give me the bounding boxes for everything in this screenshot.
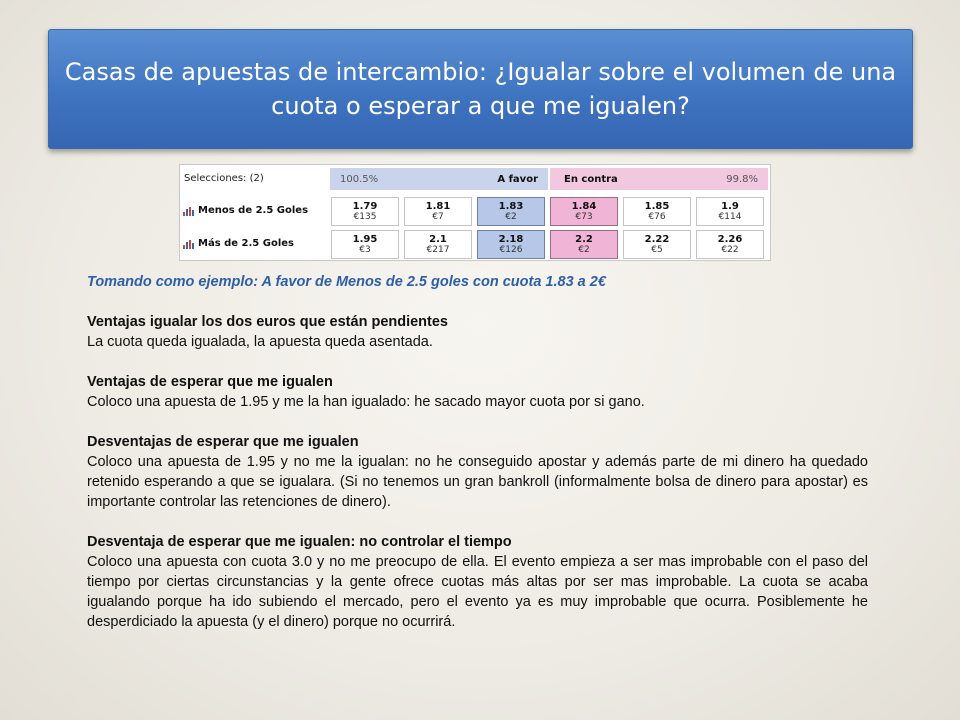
odds-amount: €5 [651, 245, 663, 255]
odds-amount: €2 [578, 245, 590, 255]
section-heading: Desventaja de esperar que me igualen: no controlar el tiempo [87, 534, 512, 550]
lay-label: En contra [564, 174, 618, 185]
back-odds-cell[interactable] [331, 230, 399, 259]
runner-label: Menos de 2.5 Goles [198, 205, 309, 216]
runner-label: Más de 2.5 Goles [198, 238, 294, 249]
lay-odds-cell[interactable] [623, 230, 691, 259]
back-label: A favor [497, 174, 538, 185]
example-text: Tomando como ejemplo: A favor de Menos de 2.5 goles con cuota 1.83 a 2€ [87, 274, 606, 290]
section-heading: Ventajas igualar los dos euros que están pendientes [87, 314, 448, 330]
runner-name-under[interactable] [183, 205, 308, 216]
lay-percentage: 99.8% [726, 174, 758, 185]
slide-title: Casas de apuestas de intercambio: ¿Igualar sobre el volumen de una cuota o esperar a que me igualen? [64, 58, 897, 120]
back-odds-cell[interactable] [404, 197, 472, 226]
odds-amount: €22 [721, 245, 739, 255]
odds-amount: €2 [505, 212, 517, 222]
chart-icon [183, 206, 194, 216]
odds-price: 1.84 [571, 201, 597, 212]
odds-price: 2.26 [717, 234, 743, 245]
odds-price: 1.85 [644, 201, 670, 212]
back-percentage: 100.5% [340, 174, 379, 185]
best-lay-odds-cell[interactable] [550, 230, 618, 259]
section-advantages-wait [87, 372, 868, 412]
odds-header [180, 165, 770, 192]
odds-amount: €7 [432, 212, 444, 222]
section-body: Coloco una apuesta con cuota 3.0 y no me preocupo de ella. El evento empieza a ser mas improbable con el paso del tiempo por ciertas circunstancias y la gente ofrece cuotas más altas por ser mas improbable. La cuota se acaba igualando porque ha ido subiendo el mercado, pero el evento ya es muy improbable que ocurra. Posiblemente he desperdiciado la apuesta (y el dinero) porque no ocurrirá. [87, 554, 868, 630]
best-back-odds-cell[interactable] [477, 230, 545, 259]
odds-amount: €126 [499, 245, 523, 255]
section-body: Coloco una apuesta de 1.95 y me la han igualado: he sacado mayor cuota por si gano. [87, 394, 645, 410]
odds-price: 2.1 [429, 234, 447, 245]
lay-header [550, 168, 768, 190]
slide-title-box [48, 29, 913, 149]
odds-price: 1.9 [721, 201, 739, 212]
odds-price: 1.83 [498, 201, 524, 212]
section-body: Coloco una apuesta de 1.95 y no me la igualan: no he conseguido apostar y además parte de mi dinero ha quedado retenido esperando a que se igualara. (Si no tenemos un gran bankroll (informalmente bolsa de dinero para apostar) es importante controlar las retenciones de dinero). [87, 454, 868, 510]
betting-exchange-panel [179, 164, 771, 261]
odds-price: 1.79 [352, 201, 378, 212]
section-heading: Ventajas de esperar que me igualen [87, 374, 333, 390]
chart-icon [183, 239, 194, 249]
runner-row [180, 228, 770, 262]
odds-amount: €76 [648, 212, 666, 222]
odds-price: 2.18 [498, 234, 524, 245]
selections-label: Selecciones: (2) [184, 173, 264, 184]
odds-amount: €217 [426, 245, 450, 255]
slide-body [87, 272, 868, 652]
lay-odds-cell[interactable] [696, 197, 764, 226]
section-heading: Desventajas de esperar que me igualen [87, 434, 359, 450]
runner-row [180, 195, 770, 229]
lay-odds-cell[interactable] [623, 197, 691, 226]
odds-price: 1.81 [425, 201, 451, 212]
odds-amount: €3 [359, 245, 371, 255]
odds-amount: €73 [575, 212, 593, 222]
best-back-odds-cell[interactable] [477, 197, 545, 226]
odds-price: 2.2 [575, 234, 593, 245]
odds-amount: €135 [353, 212, 377, 222]
odds-price: 1.95 [352, 234, 378, 245]
back-header [330, 168, 548, 190]
best-lay-odds-cell[interactable] [550, 197, 618, 226]
section-disadvantage-time [87, 532, 868, 632]
back-odds-cell[interactable] [331, 197, 399, 226]
section-disadvantages-wait [87, 432, 868, 512]
section-body: La cuota queda igualada, la apuesta queda asentada. [87, 334, 433, 350]
lay-odds-cell[interactable] [696, 230, 764, 259]
odds-price: 2.22 [644, 234, 670, 245]
runner-name-over[interactable] [183, 238, 294, 249]
odds-amount: €114 [718, 212, 742, 222]
back-odds-cell[interactable] [404, 230, 472, 259]
section-advantages-match [87, 312, 868, 352]
